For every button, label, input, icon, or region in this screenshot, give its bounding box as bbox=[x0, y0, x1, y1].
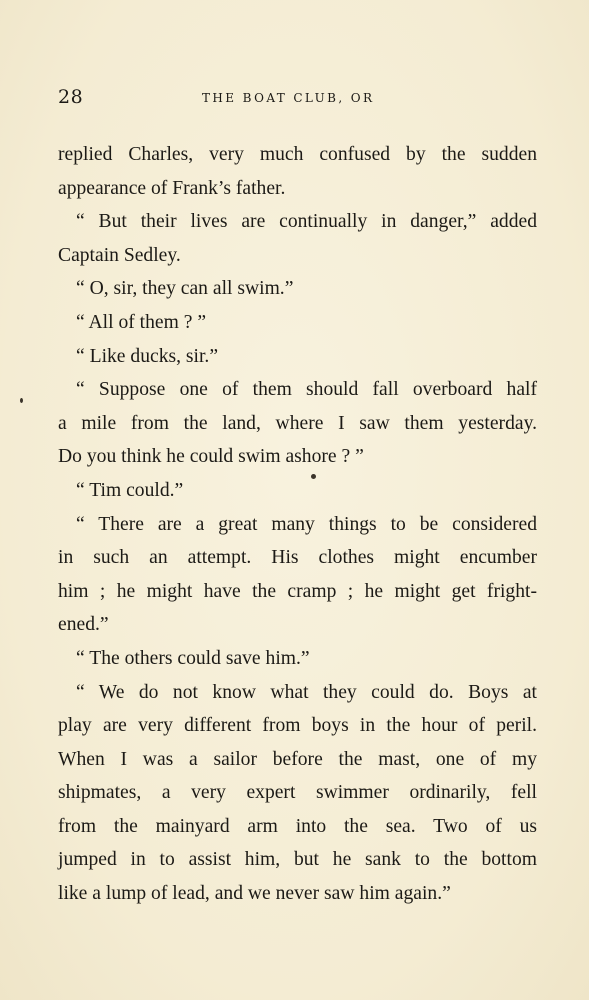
text-line: “ Tim could.” bbox=[76, 479, 184, 501]
text-line: in such an attempt. His clothes might encumber bbox=[58, 547, 537, 569]
text-line: “ O, sir, they can all swim.” bbox=[76, 278, 294, 300]
body-text bbox=[58, 138, 537, 911]
text-line: from the mainyard arm into the sea. Two of us bbox=[58, 815, 537, 837]
text-line: jumped in to assist him, but he sank to the bottom bbox=[58, 849, 537, 871]
text-line: “ We do not know what they could do. Boys at bbox=[76, 681, 537, 703]
text-line: shipmates, a very expert swimmer ordinarily, fell bbox=[58, 782, 537, 804]
text-line: a mile from the land, where I saw them yesterday. bbox=[58, 412, 537, 434]
text-line: play are very different from boys in the hour of peril. bbox=[58, 715, 537, 737]
text-line: appearance of Frank’s father. bbox=[58, 177, 286, 199]
text-line: ened.” bbox=[58, 614, 109, 636]
text-line: “ But their lives are continually in danger,” added bbox=[76, 211, 537, 233]
text-line: like a lump of lead, and we never saw him again.” bbox=[58, 883, 451, 905]
ink-speck bbox=[20, 398, 23, 403]
ink-speck bbox=[311, 474, 316, 479]
text-line: Captain Sedley. bbox=[58, 244, 181, 266]
text-line: “ All of them ? ” bbox=[76, 311, 207, 333]
text-line: him ; he might have the cramp ; he might get fright- bbox=[58, 580, 537, 602]
text-line: “ Suppose one of them should fall overboard half bbox=[76, 379, 537, 401]
page-number: 28 bbox=[58, 86, 84, 108]
text-line: Do you think he could swim ashore ? ” bbox=[58, 446, 364, 468]
text-line: “ There are a great many things to be considered bbox=[76, 513, 537, 535]
text-line: “ The others could save him.” bbox=[76, 647, 310, 669]
running-head: THE BOAT CLUB, OR bbox=[202, 91, 375, 105]
text-line: When I was a sailor before the mast, one of my bbox=[58, 748, 537, 770]
text-line: “ Like ducks, sir.” bbox=[76, 345, 219, 367]
page-header bbox=[58, 86, 534, 110]
text-line: replied Charles, very much confused by the sudden bbox=[58, 144, 537, 165]
